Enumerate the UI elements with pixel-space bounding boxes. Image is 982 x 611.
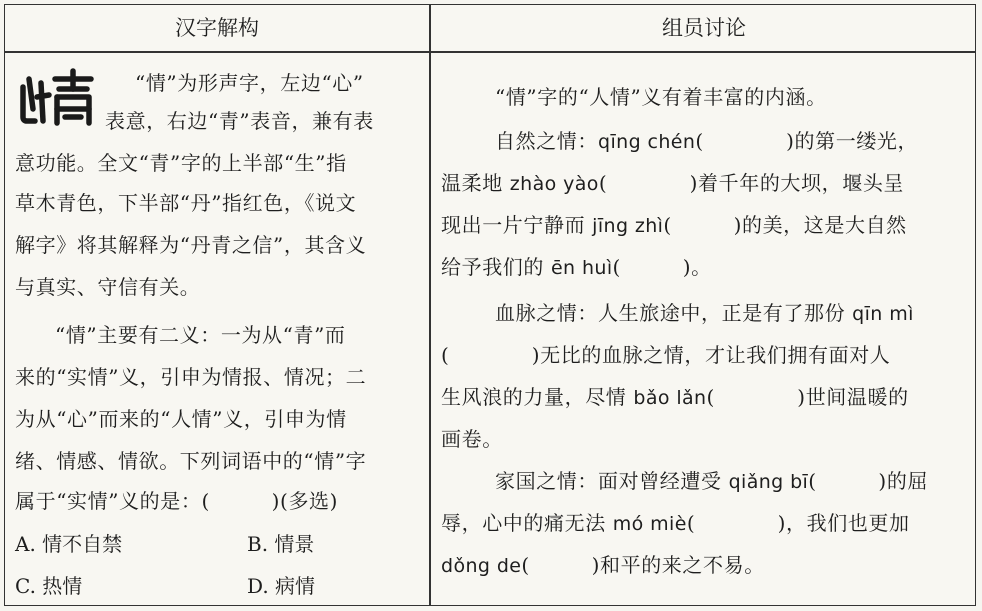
nature-line-2: 温柔地 zhào yào( )着千年的大坝，堰头呈	[441, 171, 905, 195]
blank-en-hui[interactable]: ( )。	[612, 255, 712, 279]
option-b[interactable]: B. 情景	[247, 532, 315, 556]
home-line-1: 家国之情：面对曾经遭受 qiǎng bī( )的屈	[495, 469, 929, 493]
blank-zhao-yao[interactable]: ( )着千年的大坝，堰头呈	[598, 171, 905, 195]
nature-line-1: 自然之情：qīng chén( )的第一缕光，	[495, 129, 919, 153]
nature-line-3: 现出一片宁静而 jīng zhì( )的美，这是大自然	[441, 213, 907, 237]
text-line-1: “情”为形声字，左边“心”	[135, 71, 364, 95]
seal-script-qing-icon	[17, 65, 99, 127]
option-c[interactable]: C. 热情	[15, 574, 83, 598]
text-line-5: 解字》将其解释为“丹青之信”，其含义	[15, 233, 367, 257]
blood-line-3: 生风浪的力量，尽情 bǎo lǎn( )世间温暖的	[441, 385, 909, 409]
blood-line-4: 画卷。	[441, 427, 503, 451]
pinyin-qiang-bi: qiǎng bī	[728, 471, 809, 493]
blank-qing-chen[interactable]: ( )的第一缕光，	[695, 129, 919, 153]
right-header: 组员讨论	[662, 16, 746, 40]
text-line-10: 绪、情感、情欲。下列词语中的“情”字	[15, 449, 367, 473]
blank-qiang-bi[interactable]: ( )的屈	[808, 469, 929, 493]
option-a[interactable]: A. 情不自禁	[15, 532, 123, 556]
blank-mo-mie[interactable]: ( )，我们也更加	[686, 511, 910, 535]
blank-dong-de[interactable]: ( )和平的来之不易。	[521, 553, 765, 577]
intro-line: “情”字的“人情”义有着丰富的内涵。	[495, 85, 827, 109]
pinyin-jing-zhi: jīng zhì	[592, 215, 664, 237]
column-divider	[429, 5, 431, 605]
pinyin-mo-mie: mó miè	[612, 513, 687, 535]
home-line-2: 辱，心中的痛无法 mó miè( )，我们也更加	[441, 511, 910, 535]
pinyin-qing-chen: qīng chén	[598, 131, 696, 153]
header-divider	[5, 51, 975, 53]
pinyin-dong-de: dǒng de	[441, 555, 522, 577]
text-line-7: “情”主要有二义：一为从“青”而	[55, 323, 346, 347]
pinyin-bao-lan: bǎo lǎn	[633, 387, 707, 409]
text-line-3: 意功能。全文“青”字的上半部“生”指	[15, 151, 347, 175]
text-line-9: 为从“心”而来的“人情”义，引申为情	[15, 407, 347, 431]
left-header: 汉字解构	[175, 16, 259, 40]
blank-jing-zhi[interactable]: ( )的美，这是大自然	[663, 213, 907, 237]
text-line-6: 与真实、守信有关。	[15, 275, 201, 299]
option-d[interactable]: D. 病情	[247, 574, 316, 598]
nature-line-4: 给予我们的 ēn huì( )。	[441, 255, 712, 279]
pinyin-en-hui: ēn huì	[550, 257, 613, 279]
pinyin-qin-mi: qīn mì	[852, 303, 914, 325]
text-line-2: 表意，右边“青”表音，兼有表	[105, 109, 374, 133]
blank-bao-lan[interactable]: ( )世间温暖的	[706, 385, 909, 409]
text-line-8: 来的“实情”义，引申为情报、情况；二	[15, 365, 367, 389]
text-line-4: 草木青色，下半部“丹”指红色，《说文	[15, 191, 357, 215]
question-line: 属于“实情”义的是：( )(多选)	[15, 489, 339, 513]
blood-line-2[interactable]: ( )无比的血脉之情，才让我们拥有面对人	[441, 343, 891, 367]
worksheet-table	[4, 4, 976, 606]
blood-line-1: 血脉之情：人生旅途中，正是有了那份 qīn mì	[495, 301, 914, 325]
home-line-3	[441, 545, 765, 585]
pinyin-zhao-yao: zhào yào	[509, 173, 599, 195]
